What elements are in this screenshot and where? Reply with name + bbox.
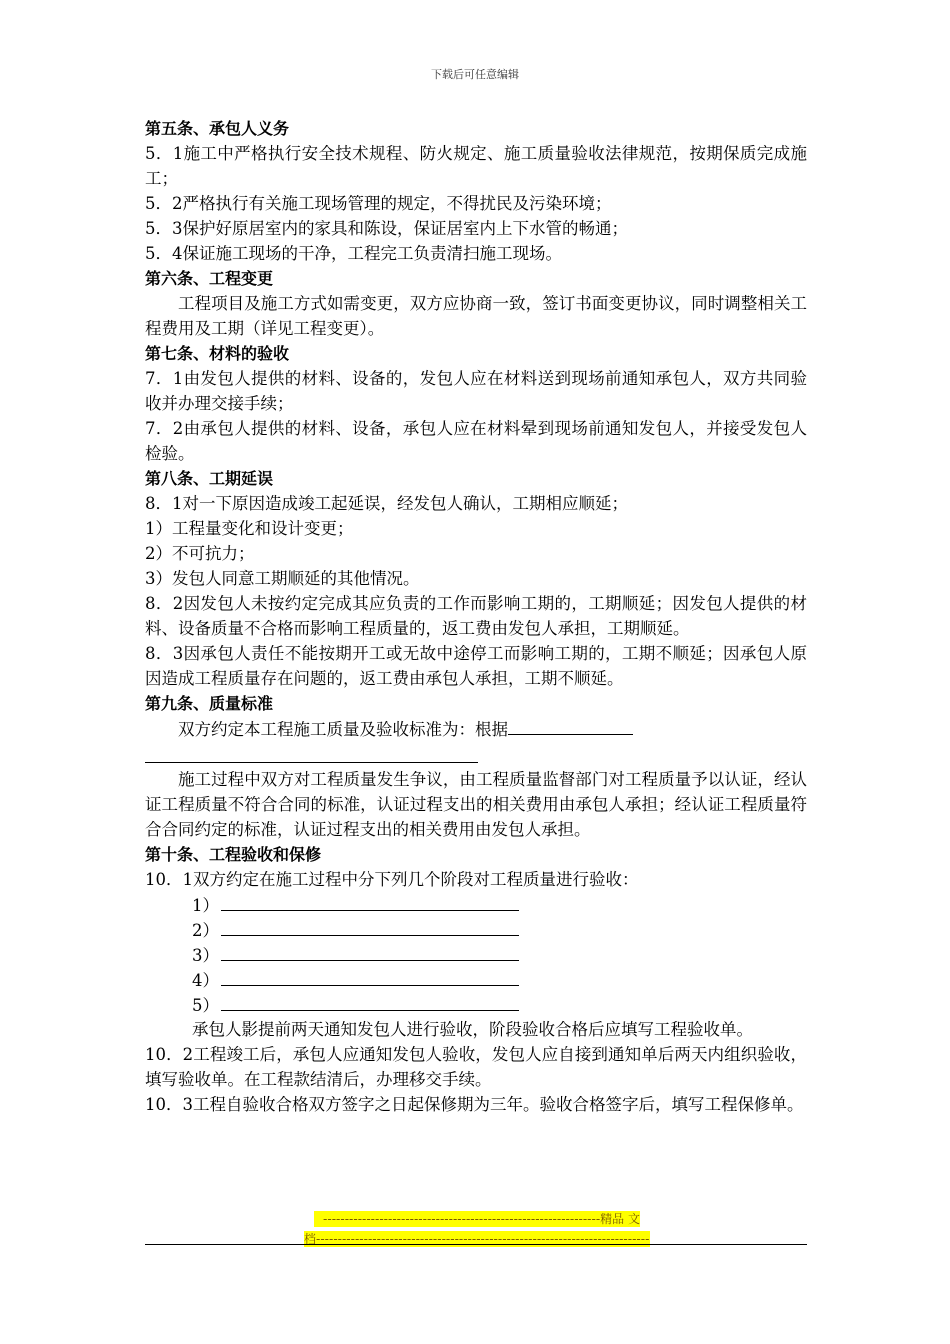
stage-label: 2）	[192, 921, 219, 940]
footer-line-1: ----------------------------------------------------------------精品 文	[314, 1211, 640, 1227]
stage-row	[145, 942, 807, 967]
stage-blank-field[interactable]	[221, 892, 519, 911]
stage-label: 3）	[192, 946, 219, 965]
clause-7-1: 7．1由发包人提供的材料、设备的，发包人应在材料送到现场前通知承包人，双方共同验收并办理交接手续；	[145, 369, 807, 413]
stage-label: 5）	[192, 996, 219, 1015]
section-9-title: 第九条、质量标准	[145, 694, 274, 713]
section-6-body: 工程项目及施工方式如需变更，双方应协商一致，签订书面变更协议，同时调整相关工程费用及工期（详见工程变更）。	[145, 294, 807, 338]
section-6-title: 第六条、工程变更	[145, 269, 274, 288]
clause-8-1: 8．1对一下原因造成竣工起延误，经发包人确认，工期相应顺延；	[145, 494, 628, 513]
section-7-title: 第七条、材料的验收	[145, 344, 290, 363]
stage-row	[145, 892, 807, 917]
section-10-title: 第十条、工程验收和保修	[145, 845, 322, 864]
section-5-title: 第五条、承包人义务	[145, 119, 290, 138]
stage-blank-field[interactable]	[221, 967, 519, 986]
clause-5-4: 5．4保证施工现场的干净，工程完工负责清扫施工现场。	[145, 244, 562, 263]
clause-8-1-item-1: 1）工程量变化和设计变更；	[145, 519, 354, 538]
standard-blank-line-row	[145, 742, 807, 767]
section-9-standard-text: 双方约定本工程施工质量及验收标准为：根据	[178, 720, 508, 739]
document-body	[145, 116, 807, 1117]
clause-10-2: 10．2工程竣工后，承包人应通知发包人验收，发包人应自接到通知单后两天内组织验收，填写验收单。在工程款结清后，办理移交手续。	[145, 1045, 807, 1089]
clause-10-1: 10．1双方约定在施工过程中分下列几个阶段对工程质量进行验收：	[145, 870, 639, 889]
footer-divider	[145, 1244, 807, 1245]
clause-8-3: 8．3因承包人责任不能按期开工或无故中途停工而影响工期的，工期不顺延；因承包人原因造成工程质量存在问题的，返工费由承包人承担，工期不顺延。	[145, 644, 807, 688]
clause-7-2: 7．2由承包人提供的材料、设备，承包人应在材料晕到现场前通知发包人，并接受发包人检验。	[145, 419, 807, 463]
stage-row	[145, 992, 807, 1017]
clause-8-2: 8．2因发包人未按约定完成其应负责的工作而影响工期的，工期顺延；因发包人提供的材料、设备质量不合格而影响工程质量的，返工费由发包人承担，工期顺延。	[145, 594, 807, 638]
clause-10-1-note: 承包人影提前两天通知发包人进行验收，阶段验收合格后应填写工程验收单。	[192, 1020, 753, 1039]
clause-5-3: 5．3保护好原居室内的家具和陈设，保证居室内上下水管的畅通；	[145, 219, 628, 238]
stage-row	[145, 917, 807, 942]
footer-watermark	[304, 1211, 650, 1251]
clause-10-3: 10．3工程自验收合格双方签字之日起保修期为三年。验收合格签字后，填写工程保修单。	[145, 1095, 804, 1114]
section-9-dispute: 施工过程中双方对工程质量发生争议，由工程质量监督部门对工程质量予以认证，经认证工程质量不符合合同的标准，认证过程支出的相关费用由承包人承担；经认证工程质量符合合同约定的标准，认证过程支出的相关费用由发包人承担。	[145, 770, 807, 839]
stage-row	[145, 967, 807, 992]
clause-5-1: 5．1施工中严格执行安全技术规程、防火规定、施工质量验收法律规范，按期保质完成施工；	[145, 144, 807, 188]
stage-blank-field[interactable]	[221, 992, 519, 1011]
page-header-note: 下载后可任意编辑	[431, 68, 519, 81]
standard-blank-field-continued[interactable]	[145, 744, 478, 763]
stage-blank-field[interactable]	[221, 917, 519, 936]
section-8-title: 第八条、工期延误	[145, 469, 274, 488]
clause-8-1-item-2: 2）不可抗力；	[145, 544, 255, 563]
stage-label: 4）	[192, 971, 219, 990]
standard-blank-field[interactable]	[508, 716, 633, 735]
clause-5-2: 5．2严格执行有关施工现场管理的规定，不得扰民及污染环境；	[145, 194, 612, 213]
clause-8-1-item-3: 3）发包人同意工期顺延的其他情况。	[145, 569, 420, 588]
stage-blank-field[interactable]	[221, 942, 519, 961]
stage-label: 1）	[192, 896, 219, 915]
footer-line-2: 档-----------------------------------------------------------------------------	[304, 1232, 650, 1246]
section-9-standard	[145, 716, 807, 742]
